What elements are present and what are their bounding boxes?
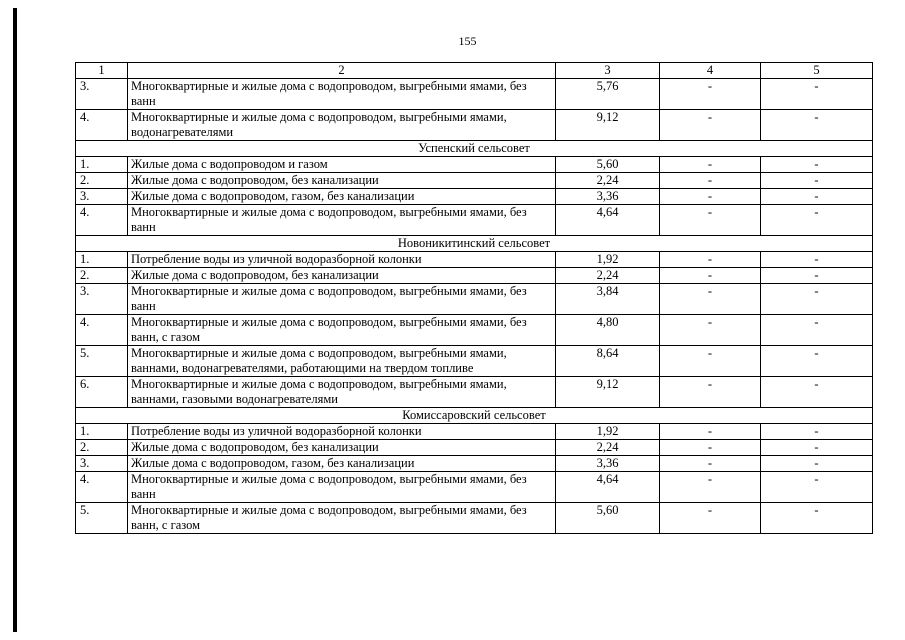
row-col4-value: -	[660, 377, 761, 408]
row-number: 2.	[76, 173, 128, 189]
row-col4-value: -	[660, 157, 761, 173]
table-row	[76, 110, 873, 141]
row-description: Многоквартирные и жилые дома с водопроводом, выгребными ямами, водонагревателями	[128, 110, 556, 141]
row-col4-value: -	[660, 173, 761, 189]
section-title: Успенский сельсовет	[76, 141, 873, 157]
binding-margin-line	[13, 8, 17, 632]
row-col5-value: -	[761, 79, 873, 110]
row-col4-value: -	[660, 424, 761, 440]
table-row	[76, 205, 873, 236]
row-col5-value: -	[761, 424, 873, 440]
row-value: 2,24	[556, 268, 660, 284]
row-value: 4,80	[556, 315, 660, 346]
row-number: 1.	[76, 424, 128, 440]
row-description: Многоквартирные и жилые дома с водопроводом, выгребными ямами, без ванн	[128, 79, 556, 110]
row-description: Жилые дома с водопроводом, без канализации	[128, 268, 556, 284]
row-col5-value: -	[761, 173, 873, 189]
table-row	[76, 456, 873, 472]
row-col4-value: -	[660, 189, 761, 205]
row-col4-value: -	[660, 503, 761, 534]
row-number: 2.	[76, 268, 128, 284]
row-value: 9,12	[556, 110, 660, 141]
row-number: 4.	[76, 110, 128, 141]
row-value: 8,64	[556, 346, 660, 377]
row-col4-value: -	[660, 268, 761, 284]
row-col4-value: -	[660, 110, 761, 141]
table-row	[76, 377, 873, 408]
row-value: 5,76	[556, 79, 660, 110]
row-col5-value: -	[761, 157, 873, 173]
section-title: Новоникитинский сельсовет	[76, 236, 873, 252]
row-description: Потребление воды из уличной водоразборной колонки	[128, 252, 556, 268]
header-cell-4: 4	[660, 63, 761, 79]
row-value: 3,84	[556, 284, 660, 315]
header-cell-5: 5	[761, 63, 873, 79]
row-description: Потребление воды из уличной водоразборной колонки	[128, 424, 556, 440]
row-col5-value: -	[761, 268, 873, 284]
row-number: 3.	[76, 79, 128, 110]
section-title: Комиссаровский сельсовет	[76, 408, 873, 424]
page-number: 155	[458, 34, 477, 48]
row-number: 5.	[76, 346, 128, 377]
table-row	[76, 346, 873, 377]
row-number: 2.	[76, 440, 128, 456]
row-description: Многоквартирные и жилые дома с водопроводом, выгребными ямами, без ванн, с газом	[128, 503, 556, 534]
row-col4-value: -	[660, 205, 761, 236]
row-description: Жилые дома с водопроводом, без канализации	[128, 440, 556, 456]
row-number: 4.	[76, 205, 128, 236]
table-row	[76, 472, 873, 503]
table-row	[76, 157, 873, 173]
table-row	[76, 424, 873, 440]
table-row	[76, 284, 873, 315]
row-col5-value: -	[761, 440, 873, 456]
row-value: 2,24	[556, 173, 660, 189]
row-col4-value: -	[660, 456, 761, 472]
row-number: 3.	[76, 456, 128, 472]
row-number: 1.	[76, 157, 128, 173]
row-number: 4.	[76, 472, 128, 503]
row-col4-value: -	[660, 440, 761, 456]
row-value: 3,36	[556, 456, 660, 472]
section-header-row	[76, 408, 873, 424]
header-cell-1: 1	[76, 63, 128, 79]
row-col4-value: -	[660, 315, 761, 346]
header-cell-3: 3	[556, 63, 660, 79]
row-number: 3.	[76, 189, 128, 205]
row-col5-value: -	[761, 252, 873, 268]
row-description: Многоквартирные и жилые дома с водопроводом, выгребными ямами, ваннами, водонагревателями, работающими на твердом топливе	[128, 346, 556, 377]
row-value: 5,60	[556, 157, 660, 173]
section-header-row	[76, 236, 873, 252]
table-row	[76, 268, 873, 284]
row-description: Жилые дома с водопроводом, газом, без канализации	[128, 189, 556, 205]
section-header-row	[76, 141, 873, 157]
row-number: 5.	[76, 503, 128, 534]
table-body	[76, 63, 873, 534]
row-value: 1,92	[556, 252, 660, 268]
row-description: Многоквартирные и жилые дома с водопроводом, выгребными ямами, без ванн	[128, 284, 556, 315]
row-description: Жилые дома с водопроводом, газом, без канализации	[128, 456, 556, 472]
water-consumption-table	[75, 62, 873, 534]
row-col4-value: -	[660, 472, 761, 503]
table-row	[76, 315, 873, 346]
row-description: Многоквартирные и жилые дома с водопроводом, выгребными ямами, без ванн, с газом	[128, 315, 556, 346]
row-description: Многоквартирные и жилые дома с водопроводом, выгребными ямами, без ванн	[128, 205, 556, 236]
table-row	[76, 503, 873, 534]
row-number: 4.	[76, 315, 128, 346]
row-col5-value: -	[761, 377, 873, 408]
row-col4-value: -	[660, 79, 761, 110]
row-col5-value: -	[761, 205, 873, 236]
row-col4-value: -	[660, 252, 761, 268]
row-col5-value: -	[761, 456, 873, 472]
row-value: 9,12	[556, 377, 660, 408]
row-number: 1.	[76, 252, 128, 268]
table-row	[76, 79, 873, 110]
row-col4-value: -	[660, 346, 761, 377]
row-col5-value: -	[761, 503, 873, 534]
row-description: Многоквартирные и жилые дома с водопроводом, выгребными ямами, ваннами, газовыми водонагревателями	[128, 377, 556, 408]
row-description: Жилые дома с водопроводом, без канализации	[128, 173, 556, 189]
row-value: 4,64	[556, 472, 660, 503]
row-value: 5,60	[556, 503, 660, 534]
row-col4-value: -	[660, 284, 761, 315]
row-col5-value: -	[761, 472, 873, 503]
row-description: Многоквартирные и жилые дома с водопроводом, выгребными ямами, без ванн	[128, 472, 556, 503]
row-number: 6.	[76, 377, 128, 408]
table-row	[76, 440, 873, 456]
header-cell-2: 2	[128, 63, 556, 79]
table-row	[76, 173, 873, 189]
row-col5-value: -	[761, 346, 873, 377]
row-col5-value: -	[761, 284, 873, 315]
row-value: 1,92	[556, 424, 660, 440]
row-description: Жилые дома с водопроводом и газом	[128, 157, 556, 173]
row-value: 2,24	[556, 440, 660, 456]
row-col5-value: -	[761, 110, 873, 141]
table-row	[76, 189, 873, 205]
table-row	[76, 252, 873, 268]
table-header-row	[76, 63, 873, 79]
row-col5-value: -	[761, 315, 873, 346]
row-value: 4,64	[556, 205, 660, 236]
row-number: 3.	[76, 284, 128, 315]
row-col5-value: -	[761, 189, 873, 205]
row-value: 3,36	[556, 189, 660, 205]
